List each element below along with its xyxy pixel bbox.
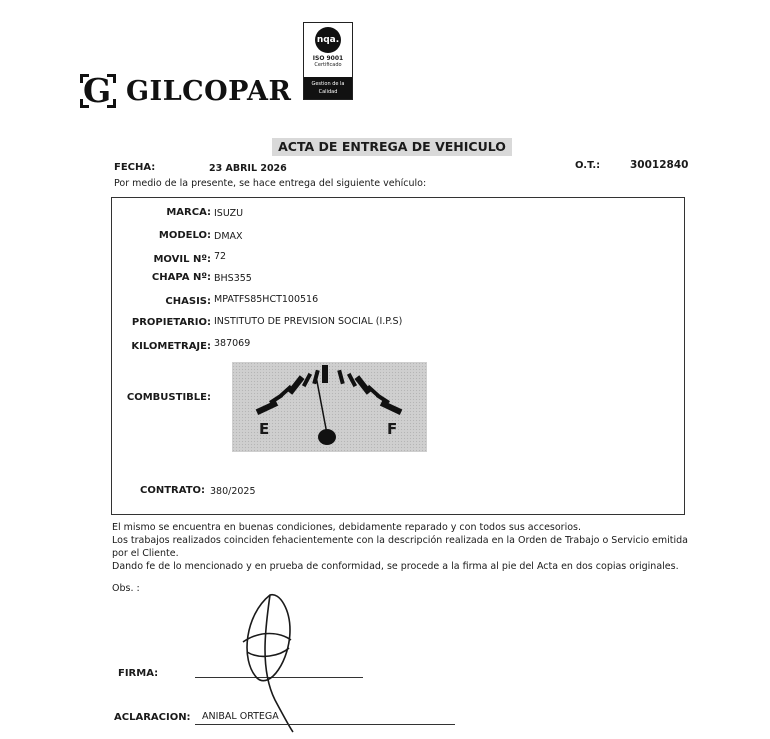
ot-label: O.T.: [575, 160, 601, 171]
company-name: GILCOPAR [126, 75, 292, 107]
vehicle-details-box [111, 197, 685, 515]
cert-status: Certificado [314, 62, 342, 68]
cert-band: Gestion de la Calidad [304, 77, 352, 99]
contrato-label: CONTRATO: [140, 485, 206, 496]
nqa-logo-icon: nqa. [315, 27, 341, 53]
iso-standard: ISO 9001 [312, 55, 344, 62]
aclaracion-line [195, 724, 455, 725]
chapa-label: CHAPA Nº: [151, 272, 211, 283]
marca-label: MARCA: [166, 207, 211, 218]
propietario-label: PROPIETARIO: [131, 317, 211, 328]
aclaracion-label: ACLARACION: [114, 712, 191, 723]
aclaracion-value: ANIBAL ORTEGA [202, 711, 279, 722]
ot-value: 30012840 [630, 159, 689, 171]
company-logo [80, 71, 292, 110]
empty-label: E [259, 420, 270, 438]
document-title: ACTA DE ENTREGA DE VEHICULO [272, 138, 512, 156]
kilometraje-label: KILOMETRAJE: [131, 341, 211, 352]
modelo-value: DMAX [214, 231, 243, 242]
fuel-gauge-icon [232, 362, 427, 452]
intro-text: Por medio de la presente, se hace entrega del siguiente vehículo: [114, 178, 427, 189]
chapa-value: BHS355 [214, 273, 252, 284]
logo-mark-icon: G [80, 74, 116, 108]
full-label: F [387, 420, 398, 438]
date-label: FECHA: [114, 162, 156, 173]
work-statement-line1: Los trabajos realizados coinciden fehacientemente con la descripción realizada en la Orden de Trabajo o Servicio emitida [112, 535, 688, 546]
firma-label: FIRMA: [118, 668, 159, 679]
fuel-needle [316, 376, 327, 434]
obs-label: Obs. : [112, 583, 140, 594]
fuel-gauge [232, 362, 427, 452]
date-value: 23 ABRIL 2026 [209, 163, 287, 174]
condition-statement: El mismo se encuentra en buenas condiciones, debidamente reparado y con todos sus accesorios. [112, 522, 581, 533]
movil-label: MOVIL Nº: [153, 254, 211, 265]
marca-value: ISUZU [214, 208, 244, 219]
combustible-label: COMBUSTIBLE: [126, 392, 211, 403]
conformity-statement: Dando fe de lo mencionado y en prueba de conformidad, se procede a la firma al pie del Acta en dos copias originales. [112, 561, 679, 572]
chasis-label: CHASIS: [165, 296, 211, 307]
movil-value: 72 [214, 251, 227, 262]
iso-certification-badge [303, 22, 353, 100]
contrato-value: 380/2025 [210, 486, 256, 497]
propietario-value: INSTITUTO DE PREVISION SOCIAL (I.P.S) [214, 316, 403, 327]
chasis-value: MPATFS85HCT100516 [214, 294, 319, 305]
kilometraje-value: 387069 [214, 338, 251, 349]
work-statement-line2: por el Cliente. [112, 548, 179, 559]
modelo-label: MODELO: [158, 230, 211, 241]
